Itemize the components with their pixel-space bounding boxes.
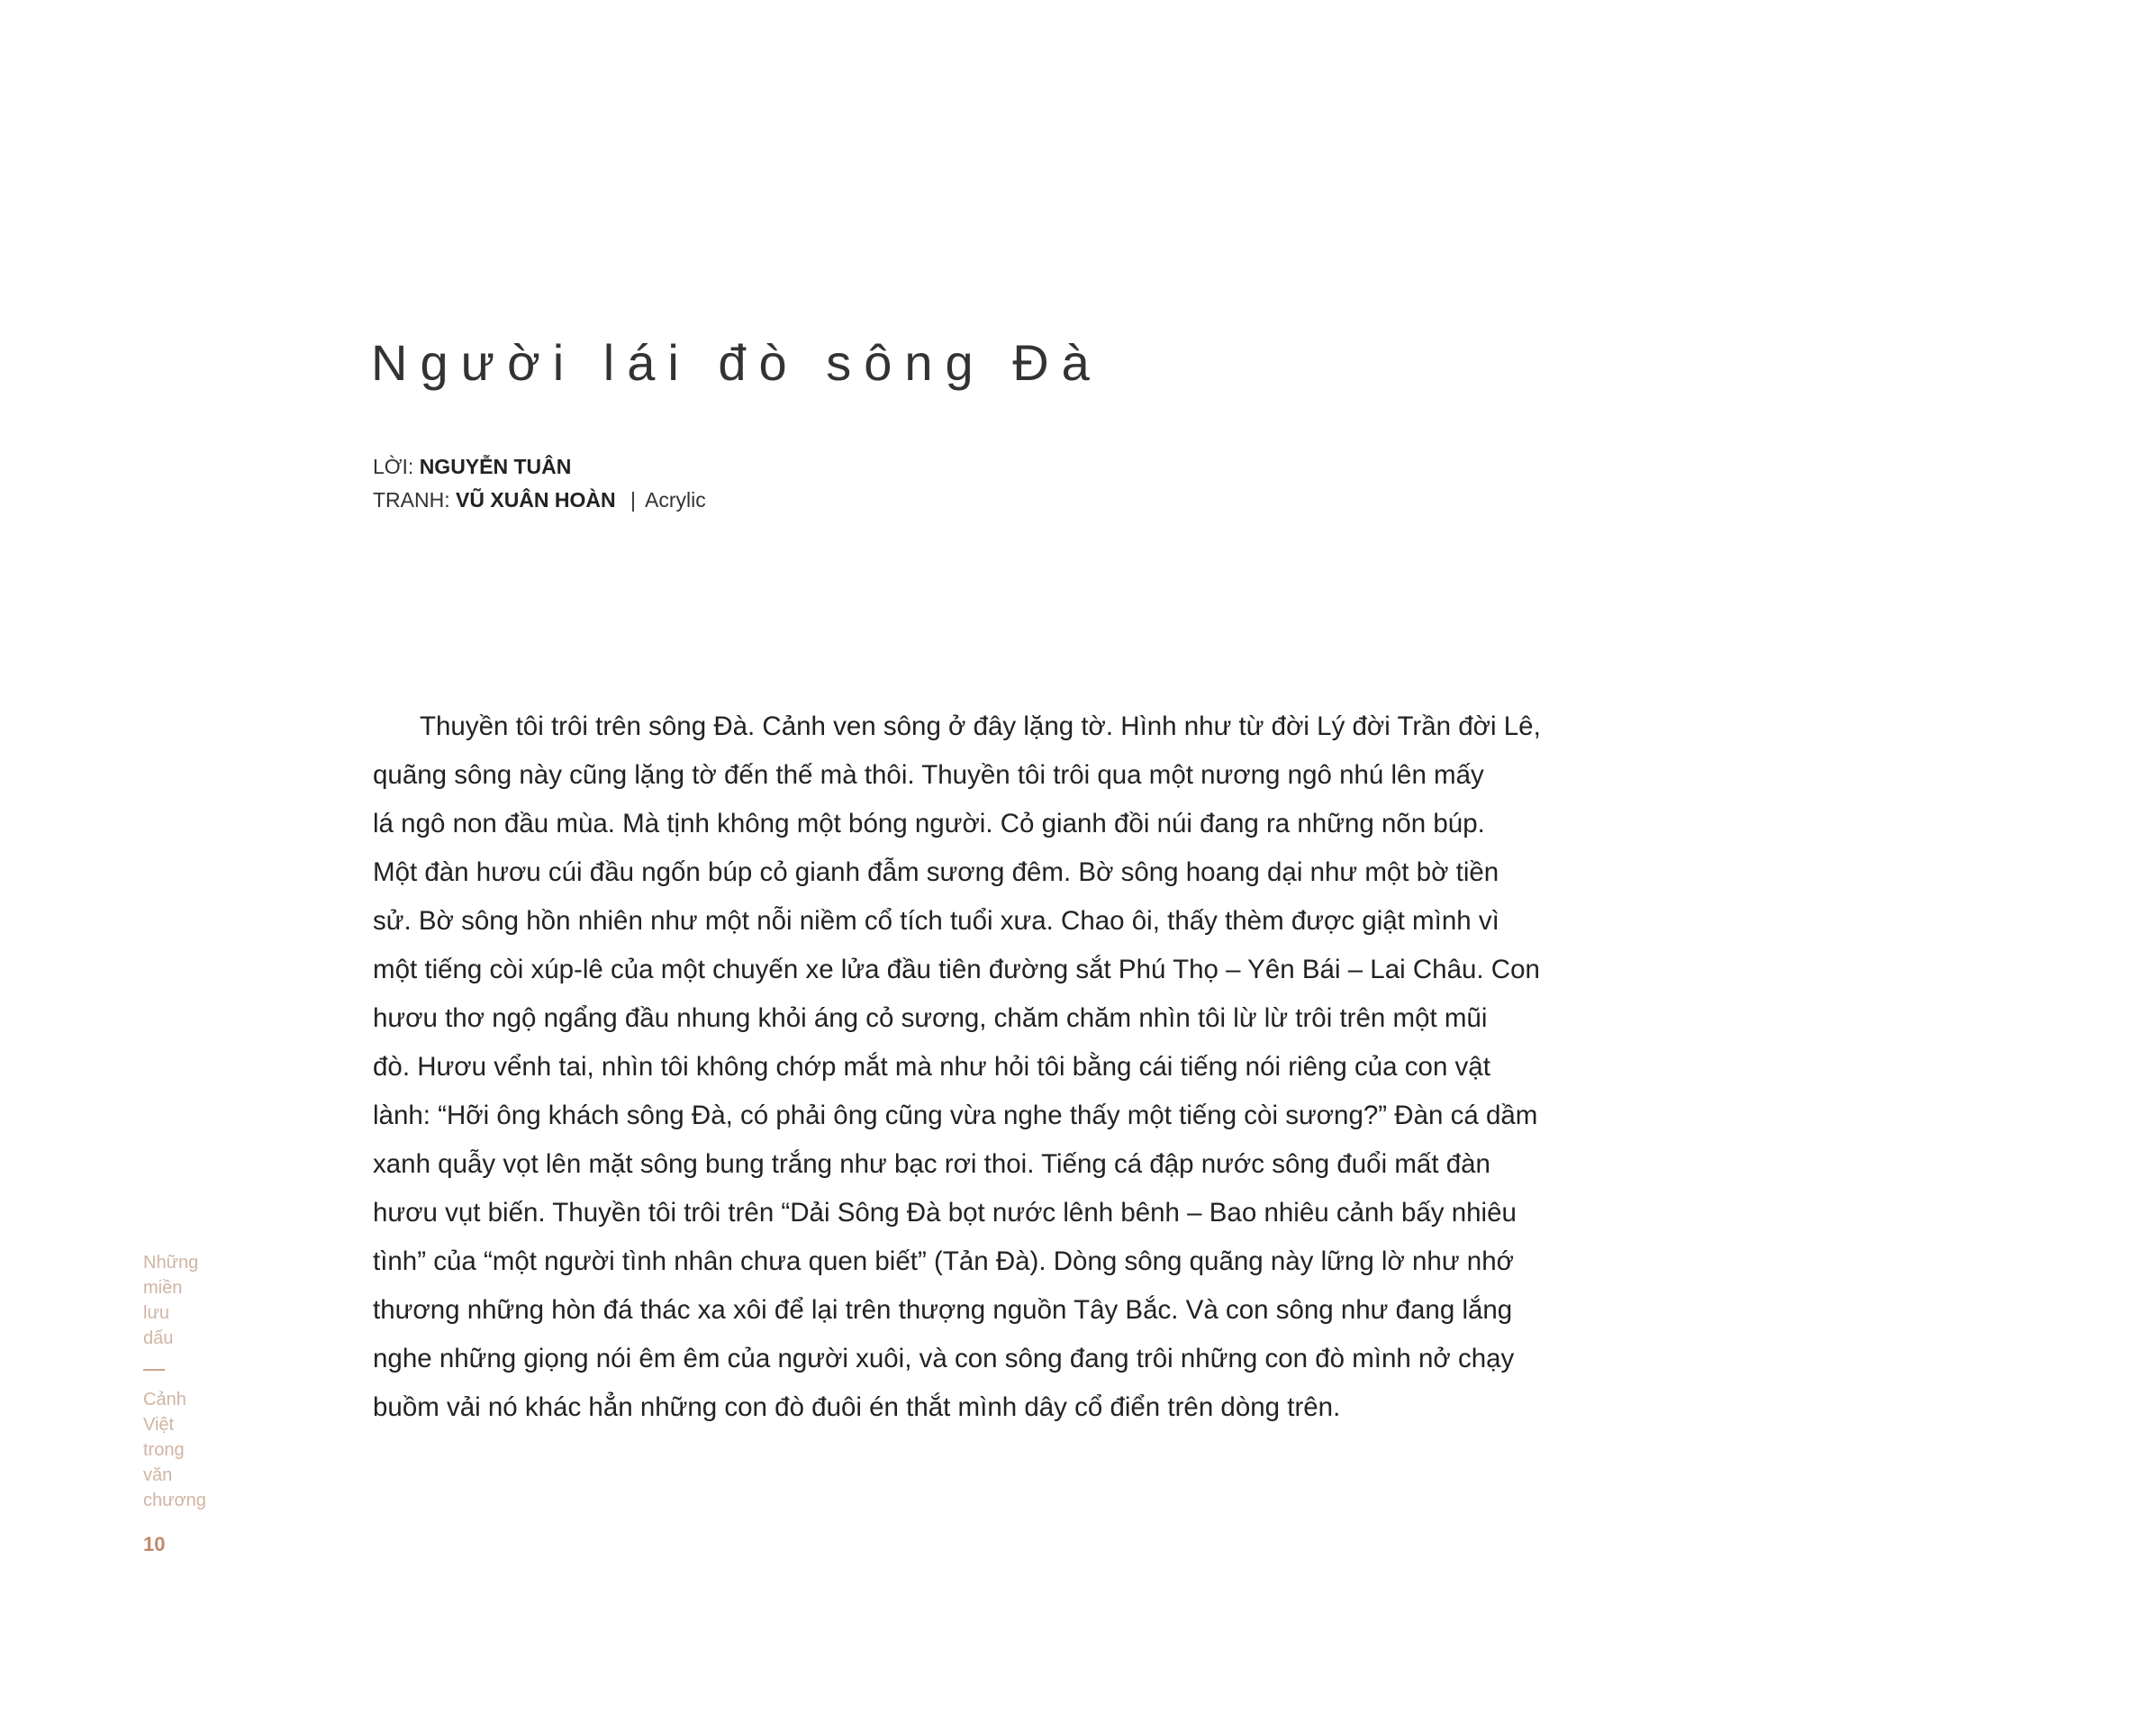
painter-name: VŨ XUÂN HOÀN [456,488,616,512]
body-line: Một đàn hươu cúi đầu ngốn búp cỏ gianh đẫm sương đêm. Bờ sông hoang dại như một bờ tiền [373,857,1499,887]
sidebar-word: lưu [143,1303,169,1323]
series-title [143,1387,206,1513]
body-line: thương những hòn đá thác xa xôi để lại trên thượng nguồn Tây Bắc. Và con sông như đang lắng [373,1295,1513,1325]
body-line: một tiếng còi xúp-lê của một chuyến xe lửa đầu tiên đường sắt Phú Thọ – Yên Bái – Lai Châu. Con [373,955,1540,984]
body-text [373,702,1571,1432]
painter-label: TRANH: [373,488,450,512]
page-title: Người lái đò sông Đà [371,334,1102,391]
sidebar-word: văn [143,1465,173,1485]
sidebar-word: Cảnh [143,1390,186,1409]
book-title [143,1250,206,1351]
body-line: đò. Hươu vểnh tai, nhìn tôi không chớp mắt mà như hỏi tôi bằng cái tiếng nói riêng của con vật [373,1052,1490,1082]
body-line: Thuyền tôi trôi trên sông Đà. Cảnh ven sông ở đây lặng tờ. Hình như từ đời Lý đời Trần đời Lê, [420,711,1541,741]
divider [143,1369,165,1371]
body-line: nghe những giọng nói êm êm của người xuôi, và con sông đang trôi những con đò mình nở chạy [373,1344,1515,1373]
author-name: NGUYỄN TUÂN [419,455,572,478]
painter-credit [373,484,706,517]
body-line: tình” của “một người tình nhân chưa quen biết” (Tản Đà). Dòng sông quãng này lững lờ như nhớ [373,1246,1514,1276]
author-label: LỜI: [373,455,414,478]
sidebar-word: Việt [143,1415,175,1435]
page-number: 10 [143,1533,166,1555]
credits [373,450,706,517]
body-line: lành: “Hỡi ông khách sông Đà, có phải ông cũng vừa nghe thấy một tiếng còi sương?” Đàn cá dầm [373,1101,1538,1130]
body-line: quãng sông này cũng lặng tờ đến thế mà thôi. Thuyền tôi trôi qua một nương ngô nhú lên mấy [373,760,1484,790]
body-line: sử. Bờ sông hồn nhiên như một nỗi niềm cổ tích tuổi xưa. Chao ôi, thấy thèm được giật mình vì [373,906,1499,936]
sidebar-word: trong [143,1440,185,1460]
body-line: lá ngô non đầu mùa. Mà tịnh không một bóng người. Cỏ gianh đồi núi đang ra những nõn búp. [373,809,1485,838]
running-header [143,1250,206,1513]
body-line: xanh quẫy vọt lên mặt sông bung trắng như bạc rơi thoi. Tiếng cá đập nước sông đuổi mất đàn [373,1149,1490,1179]
sidebar-word: dấu [143,1328,174,1348]
author-credit [373,450,706,484]
sidebar-word: Những [143,1253,199,1273]
sidebar-word: chương [143,1491,206,1510]
painting-medium: Acrylic [645,488,706,512]
body-line: hươu thơ ngộ ngẩng đầu nhung khỏi áng cỏ sương, chăm chăm nhìn tôi lừ lừ trôi trên một mũi [373,1003,1488,1033]
body-line: hươu vụt biến. Thuyền tôi trôi trên “Dải Sông Đà bọt nước lênh bênh – Bao nhiêu cảnh bấy nhiêu [373,1198,1517,1228]
body-line: buồm vải nó khác hẳn những con đò đuôi én thắt mình dây cổ điển trên dòng trên. [373,1392,1341,1422]
sidebar-word: miền [143,1278,183,1298]
credit-separator: | [630,488,637,512]
